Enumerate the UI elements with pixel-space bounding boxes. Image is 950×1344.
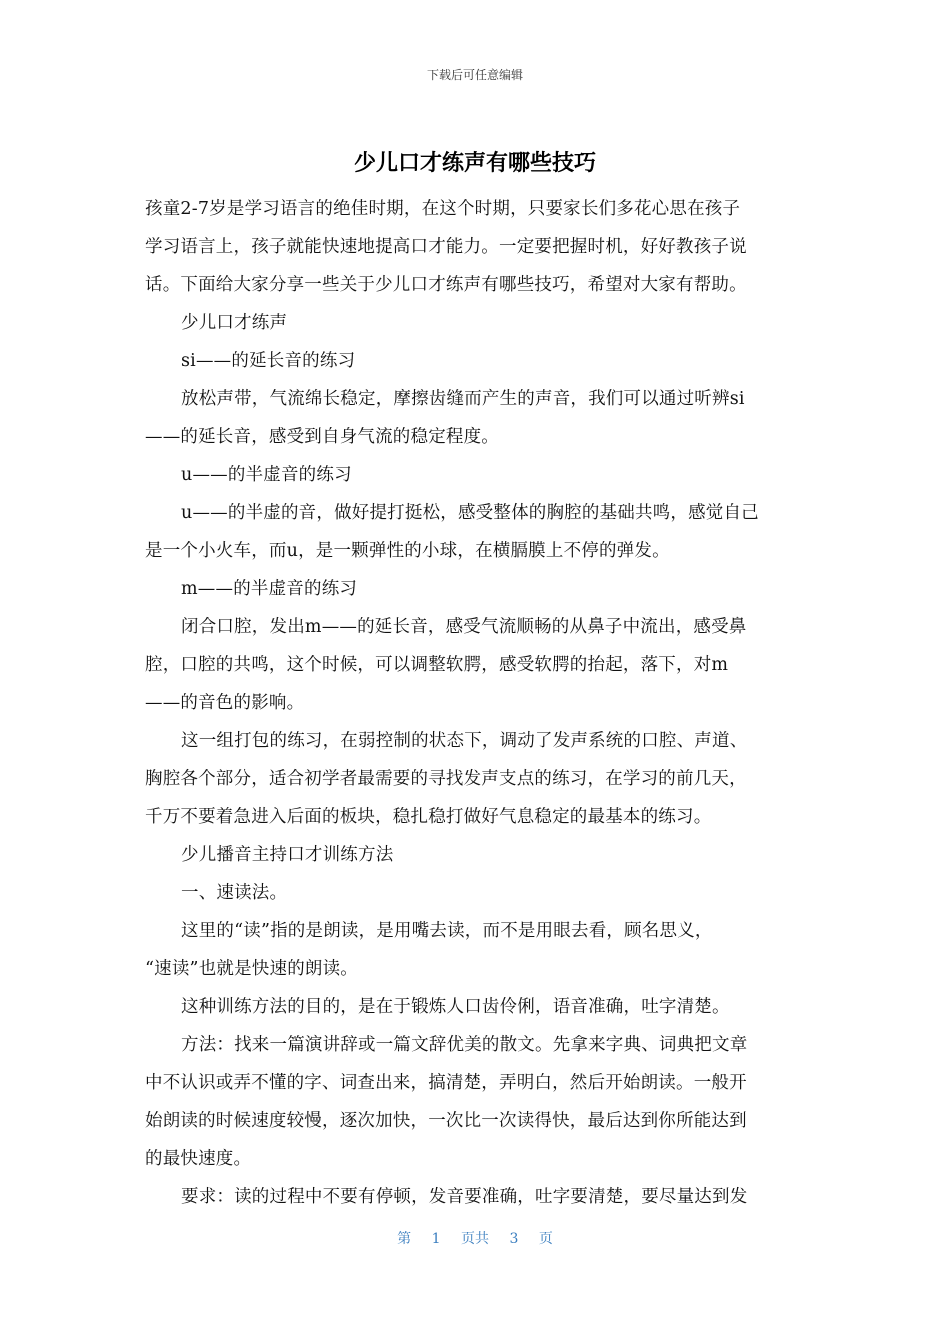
text-line: 这种训练方法的目的，是在于锻炼人口齿伶俐，语音准确，吐字清楚。	[181, 997, 730, 1017]
document-title: 少儿口才练声有哪些技巧	[353, 151, 596, 176]
document-body	[145, 190, 810, 1216]
text-line: 的最快速度。	[145, 1149, 252, 1169]
header-note: 下载后可任意编辑	[426, 68, 523, 82]
text-line: 学习语言上，孩子就能快速地提高口才能力。一定要把握时机，好好教孩子说	[145, 237, 747, 257]
footer-total-pages: 3	[509, 1231, 519, 1247]
footer-prefix: 第	[397, 1231, 412, 1247]
footer-middle: 页共	[461, 1231, 489, 1247]
text-line: 千万不要着急进入后面的板块，稳扎稳打做好气息稳定的最基本的练习。	[145, 807, 712, 827]
text-line: 始朗读的时候速度较慢，逐次加快，一次比一次读得快，最后达到你所能达到	[145, 1111, 747, 1131]
text-line: 是一个小火车，而u，是一颗弹性的小球，在横膈膜上不停的弹发。	[145, 541, 670, 561]
text-line: 孩童2-7岁是学习语言的绝佳时期，在这个时期，只要家长们多花心思在孩子	[145, 199, 741, 219]
text-line: u——的半虚的音，做好提打挺松，感受整体的胸腔的基础共鸣，感觉自己	[181, 503, 759, 523]
text-line: 话。下面给大家分享一些关于少儿口才练声有哪些技巧，希望对大家有帮助。	[145, 275, 747, 295]
text-line: 这一组打包的练习，在弱控制的状态下，调动了发声系统的口腔、声道、	[181, 731, 748, 751]
text-line: 少儿口才练声	[181, 313, 288, 333]
text-line: m——的半虚音的练习	[181, 579, 358, 599]
text-line: “速读”也就是快速的朗读。	[145, 959, 358, 979]
footer-page-number: 1	[431, 1231, 441, 1247]
text-line: 闭合口腔，发出m——的延长音，感受气流顺畅的从鼻子中流出，感受鼻	[181, 617, 747, 637]
text-line: 放松声带，气流绵长稳定，摩擦齿缝而产生的声音，我们可以通过听辨si	[181, 389, 745, 409]
text-line: u——的半虚音的练习	[181, 465, 352, 485]
text-line: 一、速读法。	[181, 883, 288, 903]
page-footer	[0, 1228, 950, 1248]
text-line: si——的延长音的练习	[181, 351, 356, 371]
text-line: 方法：找来一篇演讲辞或一篇文辞优美的散文。先拿来字典、词典把文章	[181, 1035, 748, 1055]
text-line: 这里的“读”指的是朗读，是用嘴去读，而不是用眼去看，顾名思义，	[181, 921, 713, 941]
text-line: 中不认识或弄不懂的字、词查出来，搞清楚，弄明白，然后开始朗读。一般开	[145, 1073, 747, 1093]
text-line: ——的延长音，感受到自身气流的稳定程度。	[145, 427, 499, 447]
text-line: 胸腔各个部分，适合初学者最需要的寻找发声支点的练习，在学习的前几天，	[145, 769, 747, 789]
text-line: 少儿播音主持口才训练方法	[181, 845, 394, 865]
text-line: ——的音色的影响。	[145, 693, 305, 713]
text-line: 腔，口腔的共鸣，这个时候，可以调整软腭，感受软腭的抬起，落下，对m	[145, 655, 729, 675]
text-line: 要求：读的过程中不要有停顿，发音要准确，吐字要清楚，要尽量达到发	[181, 1187, 748, 1207]
footer-suffix: 页	[538, 1231, 553, 1247]
